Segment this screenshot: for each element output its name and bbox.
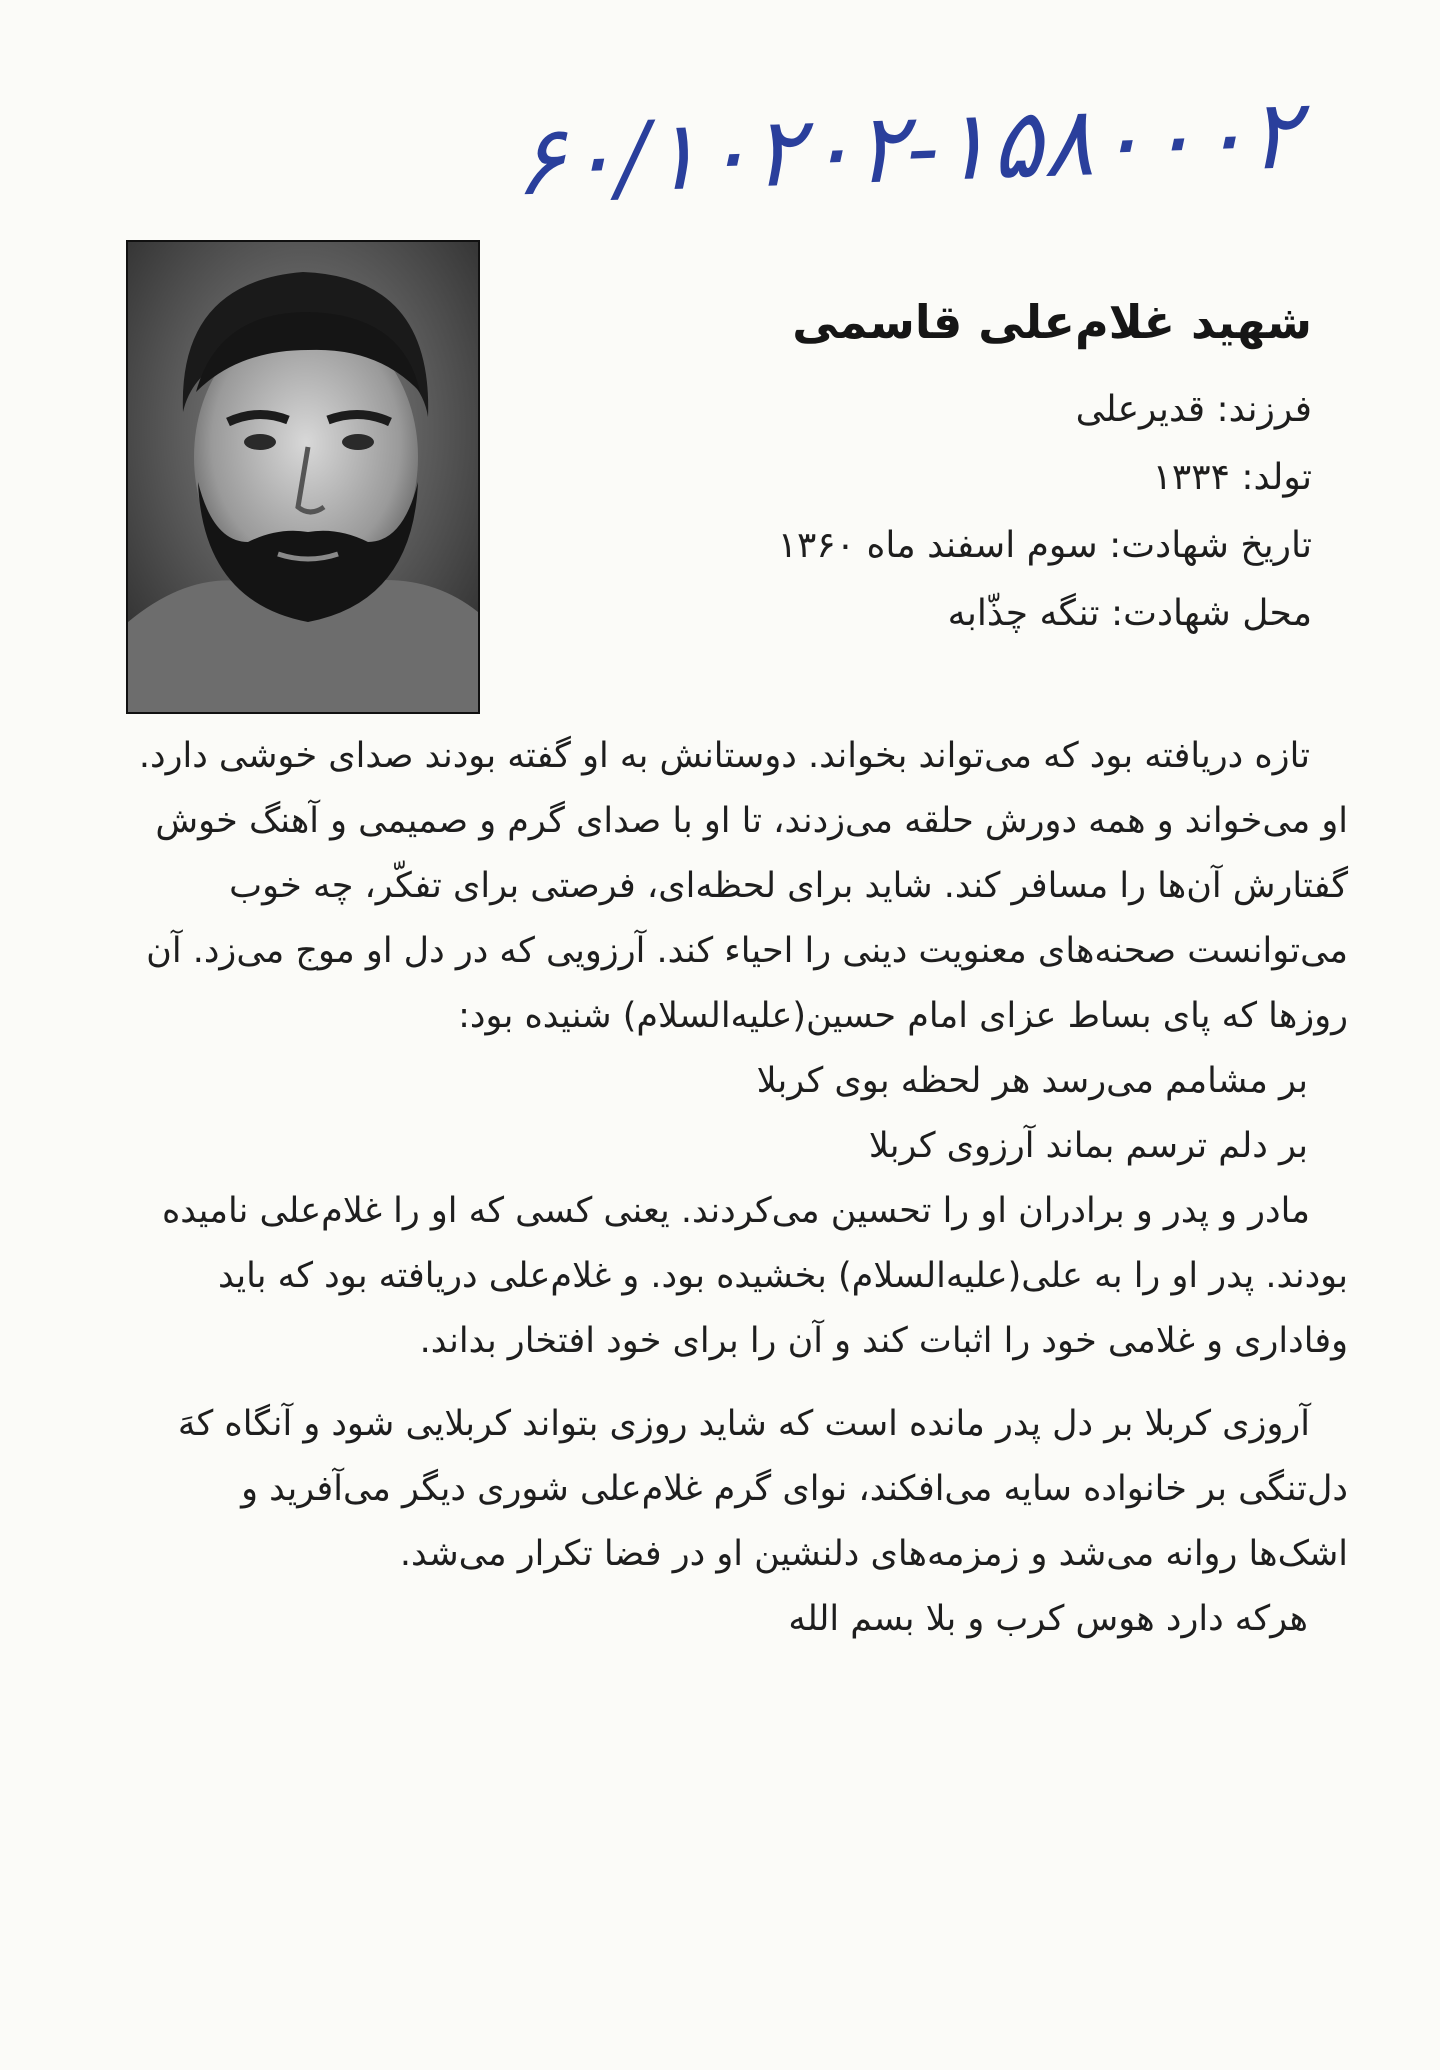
handwritten-archive-code: ۶۰/۱۰۲۰۲-۱۵۸۰۰۰۲ [511, 78, 1302, 218]
verse-line: بر دلم ترسم بماند آرزوی کربلا [868, 1126, 1308, 1166]
paragraph: آروزی کربلا بر دل پدر مانده است که شاید روزی بتواند کربلایی شود و آنگاه کهَ دل‌تنگی بر خانواده سایه می‌افکند، نوای گرم غلام‌علی شوری دیگر می‌آفرید و اشک‌ها روانه می‌شد و زمزمه‌های دلنشین او در فضا تکرار می‌شد. [177, 1404, 1348, 1574]
verse-line: هرکه دارد هوس کرب و بلا بسم الله [788, 1599, 1308, 1639]
paragraph-gap [138, 1374, 1348, 1392]
paragraph: تازه دریافته بود که می‌تواند بخواند. دوستانش به او گفته بودند صدای خوشی دارد. او می‌خواند و همه دورش حلقه می‌زدند، تا او با صدای گرم و صمیمی و آهنگ خوش گفتارش آن‌ها را مسافر کند. شاید برای لحظه‌ای، فرصتی برای تفکّر، چه خوب می‌توانست صحنه‌های معنویت دینی را احیاء کند. آرزویی که در دل او موج می‌زد. آن روزها که پای بساط عزای امام حسین(علیه‌السلام) شنیده بود: [138, 736, 1348, 1036]
page-title: شهید غلام‌علی قاسمی [792, 295, 1312, 349]
info-martyrdom-date: تاریخ شهادت: سوم اسفند ماه ۱۳۶۰ [777, 525, 1312, 566]
info-child-of: فرزند: قدیرعلی [1075, 389, 1312, 430]
martyr-header [592, 290, 1312, 648]
info-martyrdom-place: محل شهادت: تنگه چذّابه [947, 593, 1312, 634]
paragraph: مادر و پدر و برادران او را تحسین می‌کردند. یعنی کسی که او را غلام‌علی نامیده بودند. پدر او را به علی(علیه‌السلام) بخشیده بود. و غلام‌علی دریافته بود که باید وفاداری و غلامی خود را اثبات کند و آن را برای خود افتخار بداند. [161, 1191, 1348, 1361]
portrait-image [128, 242, 478, 712]
portrait-photo [126, 240, 480, 714]
info-birth-year: تولد: ۱۳۳۴ [1152, 457, 1312, 498]
biography-text [138, 724, 1348, 1652]
verse-line: بر مشامم می‌رسد هر لحظه بوی کربلا [756, 1061, 1308, 1101]
